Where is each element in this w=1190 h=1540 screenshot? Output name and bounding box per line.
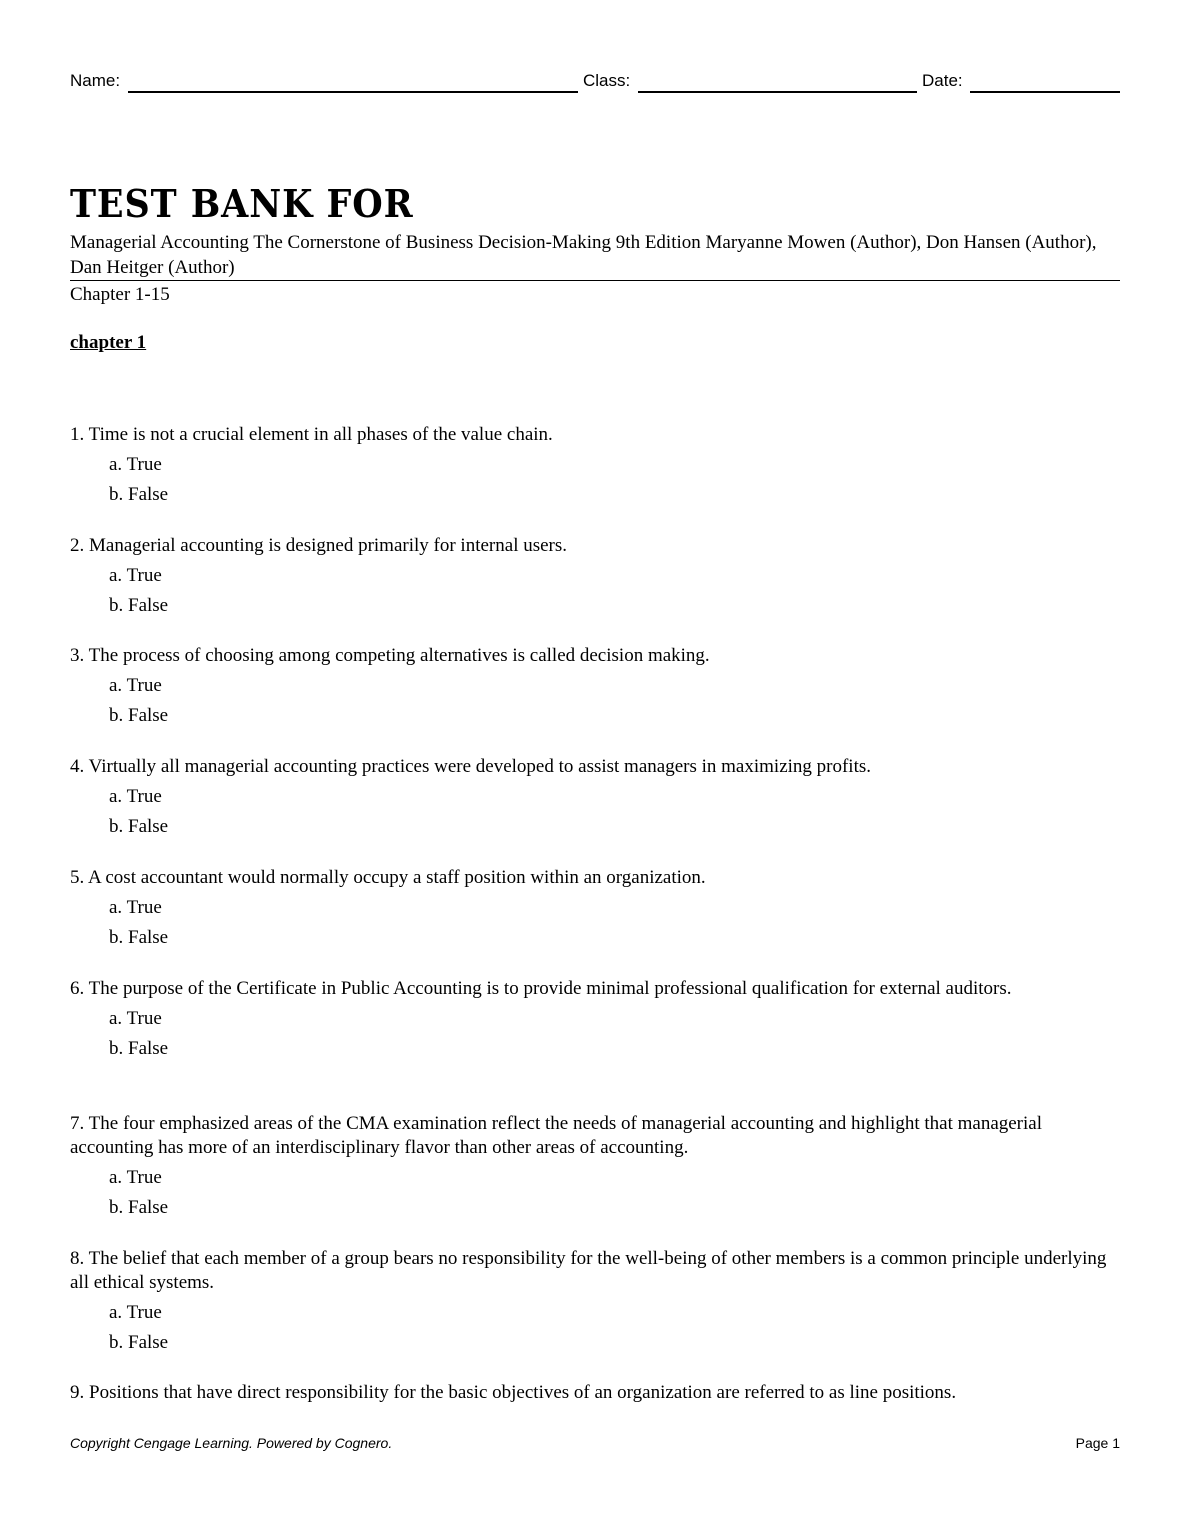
answer-option-true[interactable]: a. True [109, 786, 162, 807]
answer-option-true[interactable]: a. True [109, 1008, 162, 1029]
question-stem: 6. The purpose of the Certificate in Public Accounting is to provide minimal professional qualification for external auditors. [70, 978, 1012, 999]
title-divider [70, 280, 1120, 281]
name-blank [128, 91, 578, 93]
answer-option-false[interactable]: b. False [109, 1038, 169, 1059]
answer-option-true[interactable]: a. True [109, 454, 162, 475]
answer-option-false[interactable]: b. False [109, 1197, 169, 1218]
chapter-heading: chapter 1 [70, 332, 147, 353]
document-title: TEST BANK FOR [70, 181, 414, 226]
question-stem: 5. A cost accountant would normally occupy a staff position within an organization. [70, 867, 706, 888]
question-5 [70, 866, 1120, 950]
question-stem: 1. Time is not a crucial element in all phases of the value chain. [70, 424, 553, 445]
answer-option-false[interactable]: b. False [109, 927, 169, 948]
footer-copyright: Copyright Cengage Learning. Powered by Cognero. [70, 1435, 393, 1451]
class-blank [638, 91, 917, 93]
book-subtitle: Managerial Accounting The Cornerstone of Business Decision-Making 9th Edition Maryanne Mowen (Author), Don Hansen (Author), Dan Heitger (Author) [70, 232, 1097, 278]
answer-option-true[interactable]: a. True [109, 1167, 162, 1188]
answer-option-false[interactable]: b. False [109, 484, 169, 505]
question-stem: 2. Managerial accounting is designed primarily for internal users. [70, 535, 568, 556]
question-1 [70, 423, 1120, 507]
question-stem: 3. The process of choosing among competing alternatives is called decision making. [70, 645, 710, 666]
answer-option-false[interactable]: b. False [109, 816, 169, 837]
date-label: Date: [922, 71, 963, 90]
answer-option-true[interactable]: a. True [109, 675, 162, 696]
answer-option-true[interactable]: a. True [109, 897, 162, 918]
answer-option-false[interactable]: b. False [109, 705, 169, 726]
question-8 [70, 1247, 1120, 1355]
question-stem: 4. Virtually all managerial accounting practices were developed to assist managers in maximizing profits. [70, 756, 872, 777]
question-7 [70, 1112, 1120, 1220]
student-info-header [70, 70, 1120, 96]
answer-option-true[interactable]: a. True [109, 565, 162, 586]
question-stem: 9. Positions that have direct responsibility for the basic objectives of an organization are referred to as line positions. [70, 1382, 957, 1403]
class-label: Class: [583, 71, 631, 90]
name-label: Name: [70, 71, 121, 90]
question-9 [70, 1381, 1120, 1405]
date-blank [970, 91, 1120, 93]
chapter-range: Chapter 1-15 [70, 284, 170, 305]
answer-option-false[interactable]: b. False [109, 595, 169, 616]
footer-page-number: Page 1 [1075, 1435, 1120, 1451]
question-4 [70, 755, 1120, 839]
question-6 [70, 977, 1120, 1061]
answer-option-false[interactable]: b. False [109, 1332, 169, 1353]
question-stem: 7. The four emphasized areas of the CMA examination reflect the needs of managerial accounting and highlight that managerial accounting has more of an interdisciplinary flavor than other areas of accounting. [70, 1113, 1042, 1158]
question-2 [70, 534, 1120, 618]
question-stem: 8. The belief that each member of a group bears no responsibility for the well-being of other members is a common principle underlying all ethical systems. [70, 1248, 1107, 1293]
question-3 [70, 644, 1120, 728]
answer-option-true[interactable]: a. True [109, 1302, 162, 1323]
